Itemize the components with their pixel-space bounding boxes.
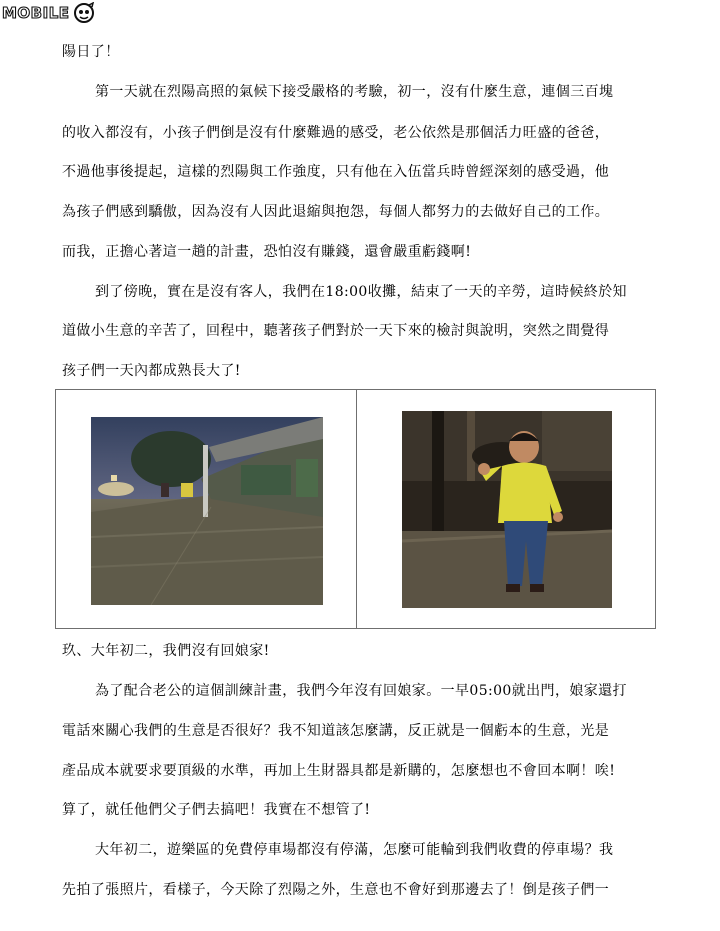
paragraph-line-3: 的收入都沒有，小孩子們倒是沒有什麼難過的感受，老公依然是那個活力旺盛的爸爸， bbox=[62, 125, 610, 141]
mobile01-watermark bbox=[2, 1, 96, 25]
paragraph-line-12: 產品成本就要求要頂級的水準，再加上生財器具都是新購的，怎麼想也不會回本啊！唉! bbox=[62, 763, 616, 779]
paragraph-line-4: 不過他事後提起，這樣的烈陽與工作強度，只有他在入伍當兵時曾經深刻的感受過，他 bbox=[62, 164, 610, 180]
watermark-text: MOBILE bbox=[2, 4, 70, 22]
photo-cell-right bbox=[356, 390, 656, 628]
paragraph-line-11: 電話來關心我們的生意是否很好？我不知道該怎麼講，反正就是一個虧本的生意，光是 bbox=[62, 723, 610, 739]
paragraph-line-15: 先拍了張照片，看樣子，今天除了烈陽之外，生意也不會好到那邊去了！倒是孩子們一 bbox=[62, 882, 610, 898]
street-evening-photo bbox=[91, 417, 323, 605]
paragraph-line-7: 到了傍晚，實在是沒有客人，我們在18:00收攤，結束了一天的辛勞，這時候終於知 bbox=[95, 284, 627, 300]
paragraph-line-9: 孩子們一天內都成熟長大了! bbox=[62, 363, 241, 379]
paragraph-line-5: 為孩子們感到驕傲，因為沒有人因此退縮與抱怨，每個人都努力的去做好自己的工作。 bbox=[62, 204, 610, 220]
mobile01-logo-icon bbox=[72, 2, 96, 24]
paragraph-line-2: 第一天就在烈陽高照的氣候下接受嚴格的考驗，初一，沒有什麼生意，連個三百塊 bbox=[95, 84, 614, 100]
paragraph-line-6: 而我，正擔心著這一趟的計畫，恐怕沒有賺錢，還會嚴重虧錢啊! bbox=[62, 244, 472, 260]
paragraph-line-13: 算了，就任他們父子們去搞吧！我實在不想管了! bbox=[62, 802, 371, 818]
photo-table bbox=[55, 389, 656, 629]
paragraph-line-1: 陽日了！ bbox=[62, 44, 120, 60]
boy-yellow-shirt-photo bbox=[402, 411, 612, 608]
section-heading-nine: 玖、大年初二，我們沒有回娘家! bbox=[62, 643, 270, 659]
paragraph-line-10: 為了配合老公的這個訓練計畫，我們今年沒有回娘家。一早05:00就出門，娘家還打 bbox=[95, 683, 627, 699]
paragraph-line-8: 道做小生意的辛苦了，回程中，聽著孩子們對於一天下來的檢討與說明，突然之間覺得 bbox=[62, 323, 610, 339]
photo-cell-left bbox=[56, 390, 356, 628]
paragraph-line-14: 大年初二，遊樂區的免費停車場都沒有停滿，怎麼可能輪到我們收費的停車場？我 bbox=[95, 842, 614, 858]
